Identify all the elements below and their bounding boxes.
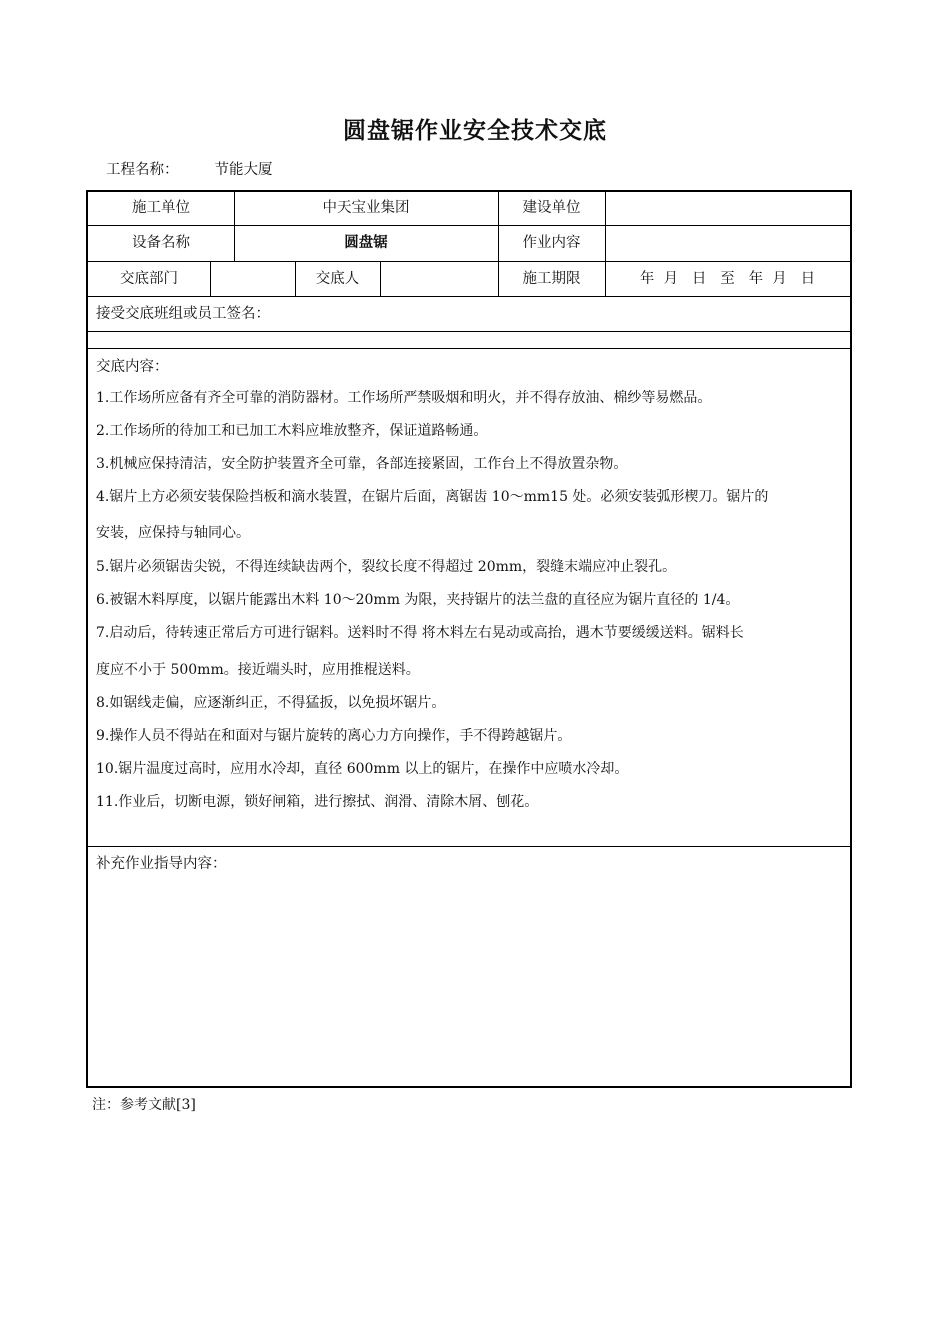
table-rule: [88, 225, 850, 226]
page-title: 圆盘锯作业安全技术交底: [343, 118, 607, 144]
discloser-label: 交底人: [315, 271, 360, 287]
construction-unit-value: 中天宝业集团: [322, 200, 410, 216]
equipment-label: 设备名称: [132, 235, 190, 251]
content-line: 1.工作场所应备有齐全可靠的消防器材。工作场所严禁吸烟和明火，并不得存放油、棉纱等易燃品。: [96, 390, 712, 406]
content-line: 7.启动后，待转速正常后方可进行锯料。送料时不得 将木料左右晃动或高抬，遇木节要缓缓送料。锯料长: [96, 625, 744, 641]
reference-note: 注：参考文献[3]: [92, 1097, 196, 1113]
construction-unit-label: 施工单位: [132, 200, 190, 216]
equipment-value: 圆盘锯: [344, 235, 388, 251]
construction-period-label: 施工期限: [522, 271, 581, 287]
supplement-label: 补充作业指导内容：: [96, 856, 227, 872]
project-name-label: 工程名称：: [106, 162, 179, 178]
content-line: 10.锯片温度过高时，应用水冷却，直径 600mm 以上的锯片，在操作中应喷水冷却。: [96, 761, 629, 777]
disclosure-dept-label: 交底部门: [120, 271, 178, 287]
content-line: 3.机械应保持清洁，安全防护装置齐全可靠，各部连接紧固，工作台上不得放置杂物。: [96, 456, 628, 472]
work-content-label: 作业内容: [522, 235, 581, 251]
table-rule: [88, 348, 850, 349]
project-name-value: 节能大厦: [214, 162, 273, 178]
content-line: 11.作业后，切断电源，锁好闸箱，进行擦拭、润滑、清除木屑、刨花。: [96, 794, 539, 810]
table-rule: [88, 846, 850, 847]
project-name: [106, 158, 273, 179]
table-rule: [88, 331, 850, 332]
table-rule: [380, 261, 381, 296]
disclosure-content-label: 交底内容：: [96, 359, 169, 375]
content-line: 5.锯片必须锯齿尖锐，不得连续缺齿两个，裂纹长度不得超过 20mm，裂缝末端应冲止裂孔。: [96, 559, 677, 575]
content-line: 9.操作人员不得站在和面对与锯片旋转的离心力方向操作，手不得跨越锯片。: [96, 728, 572, 744]
content-line: 8.如锯线走偏，应逐渐纠正，不得猛扳，以免损坏锯片。: [96, 695, 446, 711]
table-rule: [210, 261, 211, 296]
content-line: 度应不小于 500mm。接近端头时，应用推棍送料。: [96, 662, 420, 678]
owner-unit-label: 建设单位: [522, 200, 581, 216]
content-line: 安装，应保持与轴同心。: [96, 525, 250, 541]
content-line: 6.被锯木料厚度，以锯片能露出木料 10～20mm 为限，夹持锯片的法兰盘的直径应为锯片直径的 1/4。: [96, 592, 740, 608]
content-line: 4.锯片上方必须安装保险挡板和滴水装置，在锯片后面，离锯齿 10～mm15 处。必须安装弧形楔刀。锯片的: [96, 489, 769, 505]
table-rule: [88, 296, 850, 297]
content-line: 2.工作场所的待加工和已加工木料应堆放整齐，保证道路畅通。: [96, 423, 488, 439]
signature-label: 接受交底班组或员工签名：: [96, 306, 270, 322]
construction-period-value: 年 月 日 至 年 月 日: [639, 271, 816, 287]
table-rule: [88, 261, 850, 262]
